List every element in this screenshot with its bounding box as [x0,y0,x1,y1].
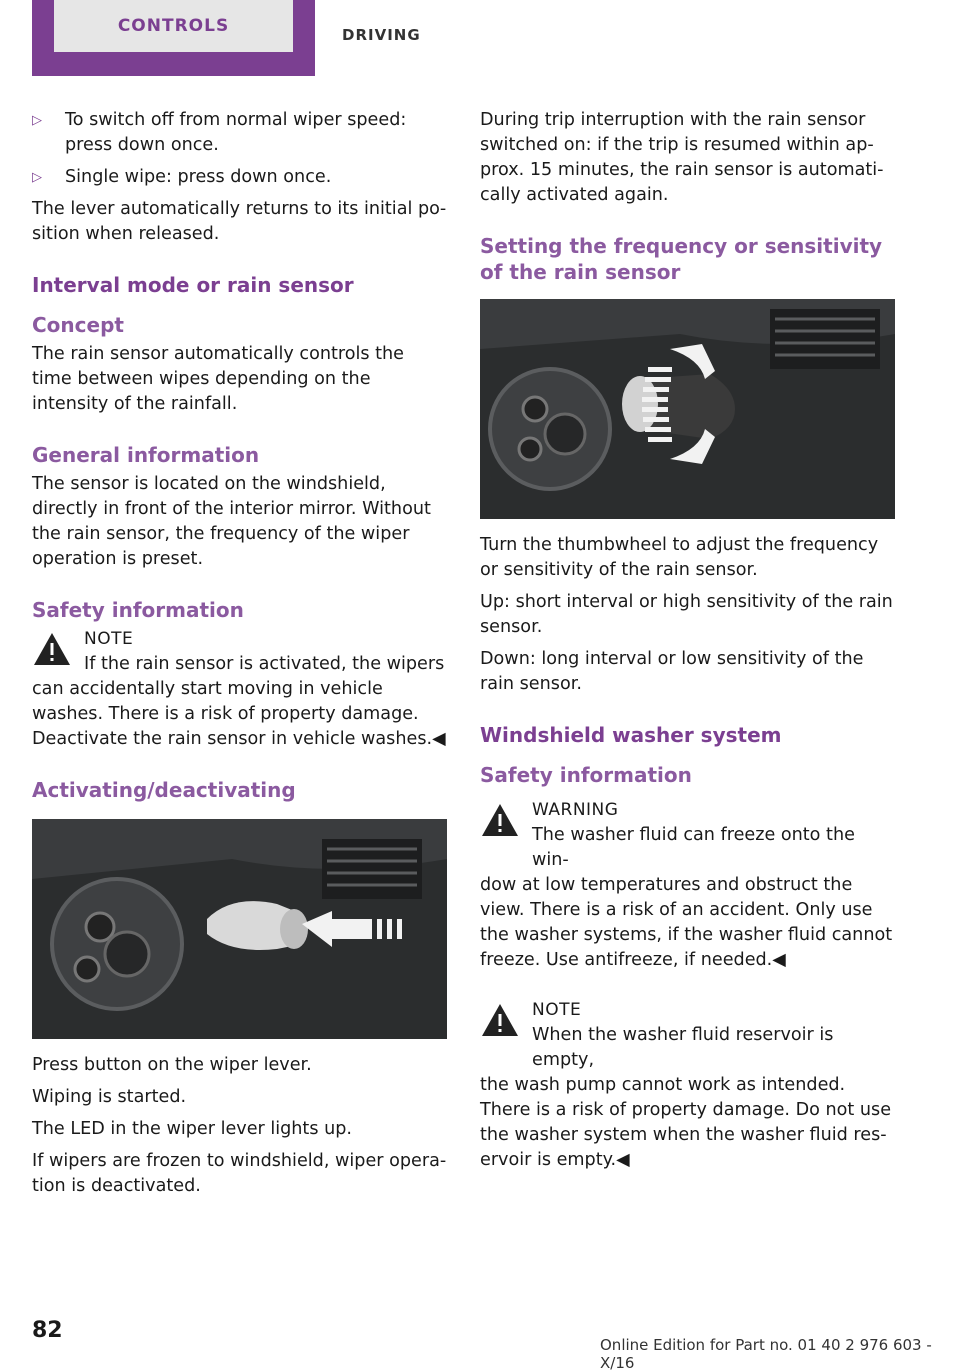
note-text-first: When the washer fluid reservoir is empty, [532,1025,834,1070]
tab-driving-label: DRIVING [342,26,421,44]
paragraph-general: The sensor is located on the windshield, directly in front of the interior mirror. Without the rain sensor, the frequency of the wiper operation is preset. [32,474,431,569]
warning-text: dow at low temperatures and obstruct the view. There is a risk of an accident. Only use the washer systems, if the washer fluid cannot freeze. Use antifreeze, if needed.◀ [480,875,893,970]
triangle-bullet-icon: ▷ [32,113,42,128]
paragraph-up: Up: short interval or high sensitivity of the rain sensor. [480,592,893,637]
heading-setting-frequency: Setting the frequency or sensitivity of the rain sensor [480,234,883,284]
note-text: the wash pump cannot work as intended. There is a risk of property damage. Do not use the washer system when the washer fluid res‐ ervoir is empty.◀ [480,1075,892,1170]
wiper-button-photo [32,819,447,1039]
paragraph-turn: Turn the thumbwheel to adjust the frequency or sensitivity of the rain sensor. [480,535,879,580]
note-text-first: If the rain sensor is activated, the wipers [84,654,445,674]
warning-triangle-icon [480,1002,520,1038]
paragraph-down: Down: long interval or low sensitivity of the rain sensor. [480,649,864,694]
paragraph-concept: The rain sensor automatically controls the time between wipes depending on the intensity of the rainfall. [32,344,405,414]
section-tab [32,0,315,76]
warning-triangle-icon [480,802,520,838]
warning-notice [480,798,895,973]
paragraph-press: Press button on the wiper lever. [32,1055,312,1075]
note-label: NOTE [532,1000,582,1020]
paragraph-trip: During trip interruption with the rain sensor switched on: if the trip is resumed within ap‐ prox. 15 minutes, the rain sensor is automati‐ cally activated again. [480,110,884,205]
warning-text-first: The washer fluid can freeze onto the win‐ [532,825,855,870]
paragraph-led: The LED in the wiper lever lights up. [32,1119,353,1139]
paragraph-returns: The lever automatically returns to its initial po‐ sition when released. [32,199,447,244]
heading-general-information: General information [32,443,260,467]
list-item-text: To switch off from normal wiper speed: press down once. [65,110,407,155]
edition-footer: Online Edition for Part no. 01 40 2 976 603 - X/16 [600,1336,932,1372]
right-column [480,108,895,1180]
page-number: 82 [32,1318,63,1343]
warning-triangle-icon [32,631,72,667]
thumbwheel-photo [480,299,895,519]
heading-activating: Activating/deactivating [32,778,296,802]
note-text: can accidentally start moving in vehicle washes. There is a risk of property damage. Deactivate the rain sensor in vehicle washes.◀ [32,679,446,749]
list-item-text: Single wipe: press down once. [65,167,332,187]
heading-washer: Windshield washer system [480,723,782,747]
note-notice [32,627,447,752]
paragraph-frozen: If wipers are frozen to windshield, wiper opera‐ tion is deactivated. [32,1151,447,1196]
note-label: NOTE [84,629,134,649]
list-item [32,165,447,190]
triangle-bullet-icon: ▷ [32,170,42,185]
heading-concept: Concept [32,313,124,337]
list-item [32,108,447,158]
paragraph-wiping: Wiping is started. [32,1087,187,1107]
left-column [32,108,447,1206]
heading-safety-information: Safety information [32,598,244,622]
heading-interval: Interval mode or rain sensor [32,273,354,297]
note-notice [480,998,895,1173]
heading-safety-information: Safety information [480,763,692,787]
warning-label: WARNING [532,800,619,820]
tab-controls-label: CONTROLS [54,0,293,52]
